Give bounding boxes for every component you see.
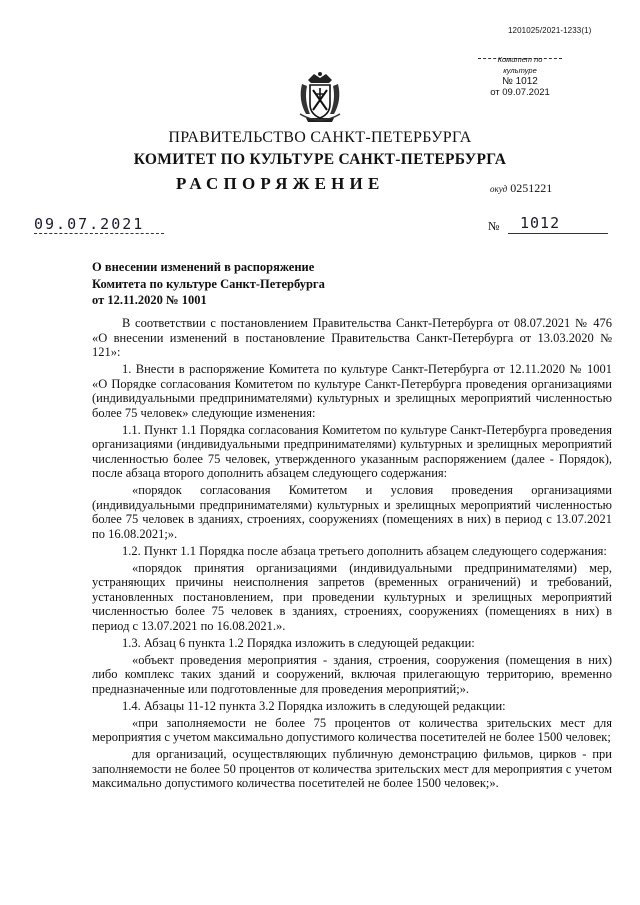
government-title: ПРАВИТЕЛЬСТВО САНКТ-ПЕТЕРБУРГА	[168, 129, 472, 146]
paragraph-item-1-2: 1.2. Пункт 1.1 Порядка после абзаца третьего дополнить абзацем следующего содержания:	[122, 543, 607, 558]
document-subject	[92, 259, 325, 309]
document-body	[92, 316, 612, 793]
number-underline	[508, 233, 608, 234]
handwritten-date: 09.07.2021	[34, 215, 145, 233]
date-underline	[34, 233, 164, 234]
committee-title: КОМИТЕТ ПО КУЛЬТУРЕ САНКТ-ПЕТЕРБУРГА	[133, 151, 507, 168]
subject-line: О внесении изменений в распоряжение	[92, 260, 315, 274]
paragraph-quote: для организаций, осуществляющих публичную демонстрацию фильмов, цирков - при заполняемости не более 50 процентов от количества зрительских мест для мероприятия с учетом максимально допустимого количества посетителей не более 1500 человек;».	[92, 747, 612, 790]
okud-value: 0251221	[510, 181, 553, 195]
paragraph-preamble: В соответствии с постановлением Правительства Санкт-Петербурга от 08.07.2021 № 476 «О внесении изменений в постановление Правительства Санкт-Петербурга от 13.03.2020 № 121»:	[92, 316, 612, 359]
paragraph-quote: «порядок принятия организациями (индивидуальными предпринимателями) мер, устраняющих причины неисполнения запретов (временных ограничений) и требований, установленных постановлением, при проведении культурных и зрелищных мероприятий численностью более 75 человек в зданиях, строениях, сооружениях (помещениях в них) в период с 13.07.2021 по 16.08.2021.».	[92, 560, 612, 633]
paragraph-item-1-3: 1.3. Абзац 6 пункта 1.2 Порядка изложить в следующей редакции:	[122, 635, 475, 650]
okud-code	[490, 181, 552, 196]
number-label: №	[488, 219, 500, 233]
document-id: 1201025/2021-1233(1)	[508, 26, 592, 35]
paragraph-quote: «при заполняемости не более 75 процентов от количества зрительских мест для мероприятия с учетом максимально допустимого количества посетителей не более 1500 человек;	[92, 715, 612, 744]
coat-of-arms-icon	[296, 70, 344, 126]
paragraph-quote: «порядок согласования Комитетом и условия проведения организациями (индивидуальными предпринимателями) культурных и зрелищных мероприятий численностью более 75 человек в зданиях, строениях, сооружениях (помещениях в них) в период с 13.07.2021 по 16.08.2021;».	[92, 483, 612, 541]
paragraph-item-1: 1. Внести в распоряжение Комитета по культуре Санкт-Петербурга от 12.11.2020 № 1001 «О Порядке согласования Комитетом по культуре Санкт-Петербурга проведения организациями (индивидуальными предпринимателями) культурных и зрелищных мероприятий численностью более 75 человек» следующие изменения:	[92, 362, 612, 420]
paragraph-item-1-1: 1.1. Пункт 1.1 Порядка согласования Комитетом по культуре Санкт-Петербурга проведения организациями (индивидуальными предпринимателями) культурных и зрелищных мероприятий численностью более 75 человек, утвержденного указанным распоряжением (далее - Порядок), после абзаца второго дополнить абзацем следующего содержания:	[92, 422, 612, 480]
paragraph-item-1-4: 1.4. Абзацы 11-12 пункта 3.2 Порядка изложить в следующей редакции:	[122, 698, 506, 713]
stamp-org: Комитет по культуре	[497, 55, 543, 75]
subject-line: Комитета по культуре Санкт-Петербурга	[92, 276, 325, 291]
document-type: РАСПОРЯЖЕНИЕ	[176, 174, 385, 193]
stamp-number: № 1012	[502, 76, 538, 87]
subject-line: от 12.11.2020 № 1001	[92, 293, 207, 307]
handwritten-number: 1012	[520, 214, 561, 232]
stamp-date: от 09.07.2021	[490, 87, 550, 98]
registration-stamp	[480, 54, 560, 98]
paragraph-quote: «объект проведения мероприятия - здания, строения, сооружения (помещения в них) либо комплекс таких зданий и сооружений, включая прилегающую территорию, временно предназначенные или подготовленные для проведения мероприятий;».	[92, 652, 612, 696]
okud-label: окуд	[490, 184, 508, 194]
